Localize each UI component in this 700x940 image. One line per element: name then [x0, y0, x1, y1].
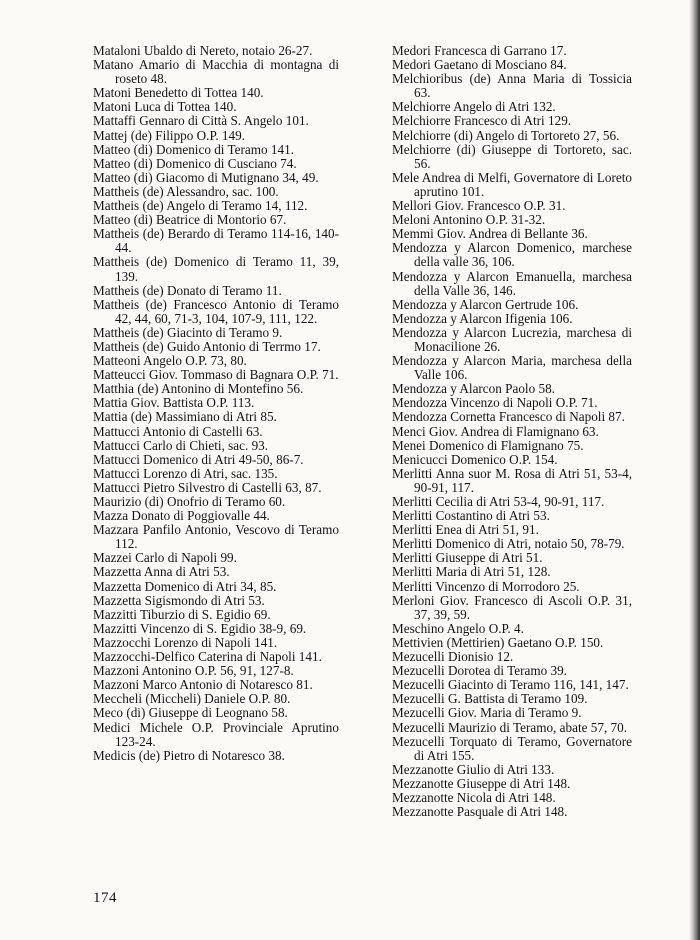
index-entry: Mele Andrea di Melfi, Governatore di Loreto aprutino 101. [392, 169, 632, 199]
index-entry: Mazzara Panfilo Antonio, Vescovo di Teramo 112. [93, 522, 339, 552]
index-entry: Mazzei Carlo di Napoli 99. [93, 550, 237, 566]
index-entry: Mendozza y Alarcon Maria, marchesa della Valle 106. [392, 353, 632, 383]
page-number: 174 [93, 890, 117, 906]
index-entry: Matteoni Angelo O.P. 73, 80. [93, 353, 247, 369]
index-entry: Mattheis (de) Giacinto di Teramo 9. [93, 324, 283, 340]
index-entry: Mazzocchi-Delfico Caterina di Napoli 141. [93, 649, 322, 665]
index-entry: Merlitti Costantino di Atri 53. [392, 508, 550, 524]
index-entry: Meloni Antonino O.P. 31-32. [392, 212, 546, 228]
index-entry: Merloni Giov. Francesco di Ascoli O.P. 31, 37, 39, 59. [392, 592, 632, 622]
index-entry: Mattaffi Gennaro di Città S. Angelo 101. [93, 113, 309, 129]
index-entry: Matano Amario di Macchia di montagna di roseto 48. [93, 57, 339, 87]
index-entry: Mezucelli Giacinto di Teramo 116, 141, 147. [392, 677, 629, 693]
index-entry: Mazzoni Antonino O.P. 56, 91, 127-8. [93, 663, 294, 679]
index-entry: Maurizio (di) Onofrio di Teramo 60. [93, 494, 286, 509]
index-entry: Mendozza y Alarcon Lucrezia, marchesa di Monacilione 26. [392, 324, 632, 354]
index-entry: Mattucci Lorenzo di Atri, sac. 135. [93, 465, 278, 481]
index-entry: Medori Gaetano di Mosciano 84. [392, 57, 567, 73]
index-entry: Mendozza y Alarcon Domenico, marchese della valle 36, 106. [392, 240, 632, 270]
index-entry: Matteo (di) Domenico di Teramo 141. [93, 141, 294, 157]
index-entry: Memmi Giov. Andrea di Bellante 36. [392, 226, 588, 242]
index-entry: Merlitti Anna suor M. Rosa di Atri 51, 53-4, 90-91, 117. [392, 465, 632, 495]
index-entry: Mattej (de) Filippo O.P. 149. [93, 127, 246, 143]
left-index-column [93, 44, 339, 763]
index-entry: Matteo (di) Beatrice di Montorio 67. [93, 212, 287, 228]
index-entry: Matoni Luca di Tottea 140. [93, 99, 237, 115]
index-entry: Mazzitti Vincenzo di S. Egidio 38-9, 69. [93, 620, 307, 636]
index-entry: Mellori Giov. Francesco O.P. 31. [392, 198, 566, 214]
index-entry: Mettivien (Mettirien) Gaetano O.P. 150. [392, 634, 604, 650]
page-binding-edge [689, 0, 700, 940]
index-entry: Mendozza y Alarcon Paolo 58. [392, 381, 555, 397]
index-entry: Mattucci Antonio di Castelli 63. [93, 423, 263, 439]
index-entry: Mezzanotte Giuseppe di Atri 148. [392, 775, 571, 791]
index-entry: Mattucci Domenico di Atri 49-50, 86-7. [93, 451, 304, 467]
index-entry: Medicis (de) Pietro di Notaresco 38. [93, 747, 285, 763]
index-entry: Mazzocchi Lorenzo di Napoli 141. [93, 634, 278, 650]
index-entry: Mezucelli Dionisio 12. [392, 649, 514, 665]
index-entry: Mazzetta Anna di Atri 53. [93, 564, 230, 580]
index-entry: Mazzitti Tiburzio di S. Egidio 69. [93, 606, 271, 622]
index-entry: Melchiorre (di) Giuseppe di Tortoreto, sac. 56. [392, 141, 632, 171]
index-entry: Mattheis (de) Guido Antonio di Terrmo 17. [93, 338, 321, 354]
index-entry: Meschino Angelo O.P. 4. [392, 620, 524, 636]
index-entry: Mendozza y Alarcon Emanuella, marchesa della Valle 36, 146. [392, 268, 632, 298]
index-entry: Meco (di) Giuseppe di Leognano 58. [93, 705, 288, 721]
index-entry: Mattucci Pietro Silvestro di Castelli 63, 87. [93, 479, 322, 495]
index-entry: Mattheis (de) Angelo di Teramo 14, 112. [93, 198, 308, 214]
index-entry: Meccheli (Miccheli) Daniele O.P. 80. [93, 691, 291, 707]
index-entry: Matteucci Giov. Tommaso di Bagnara O.P. 71. [93, 367, 339, 383]
index-entry: Mezzanotte Pasquale di Atri 148. [392, 804, 568, 820]
right-index-column [392, 44, 632, 819]
index-entry: Mazzetta Sigismondo di Atri 53. [93, 592, 265, 608]
index-entry: Mendozza Vincenzo di Napoli O.P. 71. [392, 395, 598, 411]
index-entry: Mezucelli Giov. Maria di Teramo 9. [392, 705, 582, 721]
index-entry: Merlitti Maria di Atri 51, 128. [392, 564, 551, 580]
index-entry: Menei Domenico di Flamignano 75. [392, 437, 584, 453]
index-entry: Mazzoni Marco Antonio di Notaresco 81. [93, 677, 313, 693]
index-entry: Matoni Benedetto di Tottea 140. [93, 85, 264, 101]
index-entry: Matteo (di) Domenico di Cusciano 74. [93, 155, 297, 171]
index-entry: Merlitti Giuseppe di Atri 51. [392, 550, 543, 566]
index-entry: Mazza Donato di Poggiovalle 44. [93, 508, 270, 524]
index-entry: Mattheis (de) Domenico di Teramo 11, 39, 139. [93, 254, 339, 284]
index-entry: Mattucci Carlo di Chieti, sac. 93. [93, 437, 269, 453]
index-entry: Melchiorre (di) Angelo di Tortoreto 27, 56. [392, 127, 620, 143]
index-entry: Mendozza y Alarcon Gertrude 106. [392, 296, 579, 312]
index-entry: Melchiorre Angelo di Atri 132. [392, 99, 556, 115]
index-entry: Mattheis (de) Donato di Teramo 11. [93, 282, 282, 298]
index-entry: Merlitti Domenico di Atri, notaio 50, 78-79. [392, 536, 625, 552]
index-entry: Melchiorre Francesco di Atri 129. [392, 113, 572, 129]
index-entry: Medici Michele O.P. Provinciale Aprutino 123-24. [93, 719, 339, 749]
index-entry: Mattheis (de) Berardo di Teramo 114-16, 140-44. [93, 226, 339, 256]
index-entry: Mattheis (de) Alessandro, sac. 100. [93, 183, 279, 199]
index-entry: Medori Francesca di Garrano 17. [392, 43, 567, 58]
index-entry: Mazzetta Domenico di Atri 34, 85. [93, 578, 277, 594]
index-entry: Matteo (di) Giacomo di Mutignano 34, 49. [93, 169, 319, 185]
index-entry: Merlitti Vincenzo di Morrodoro 25. [392, 578, 580, 594]
index-entry: Mezucelli G. Battista di Teramo 109. [392, 691, 588, 707]
index-entry: Mattia (de) Massimiano di Atri 85. [93, 409, 277, 425]
index-entry: Melchioribus (de) Anna Maria di Tossicia 63. [392, 71, 632, 101]
index-entry: Merlitti Enea di Atri 51, 91. [392, 522, 539, 538]
index-entry: Mezzanotte Nicola di Atri 148. [392, 789, 556, 805]
index-entry: Mendozza Cornetta Francesco di Napoli 87. [392, 409, 625, 425]
index-entry: Mezzanotte Giulio di Atri 133. [392, 761, 555, 777]
index-entry: Mattia Giov. Battista O.P. 113. [93, 395, 255, 411]
index-entry: Merlitti Cecilia di Atri 53-4, 90-91, 117. [392, 494, 605, 509]
index-entry: Mattheis (de) Francesco Antonio di Teramo 42, 44, 60, 71-3, 104, 107-9, 111, 122. [93, 296, 339, 326]
index-entry: Menci Giov. Andrea di Flamignano 63. [392, 423, 599, 439]
index-entry: Matthia (de) Antonino di Montefino 56. [93, 381, 304, 397]
index-entry: Menicucci Domenico O.P. 154. [392, 451, 558, 467]
index-entry: Mendozza y Alarcon Ifigenia 106. [392, 310, 573, 326]
index-entry: Mezucelli Maurizio di Teramo, abate 57, 70. [392, 719, 628, 735]
index-entry: Mezucelli Dorotea di Teramo 39. [392, 663, 567, 679]
index-entry: Mezucelli Torquato di Teramo, Governatore di Atri 155. [392, 733, 632, 763]
index-entry: Mataloni Ubaldo di Nereto, notaio 26-27. [93, 43, 313, 58]
